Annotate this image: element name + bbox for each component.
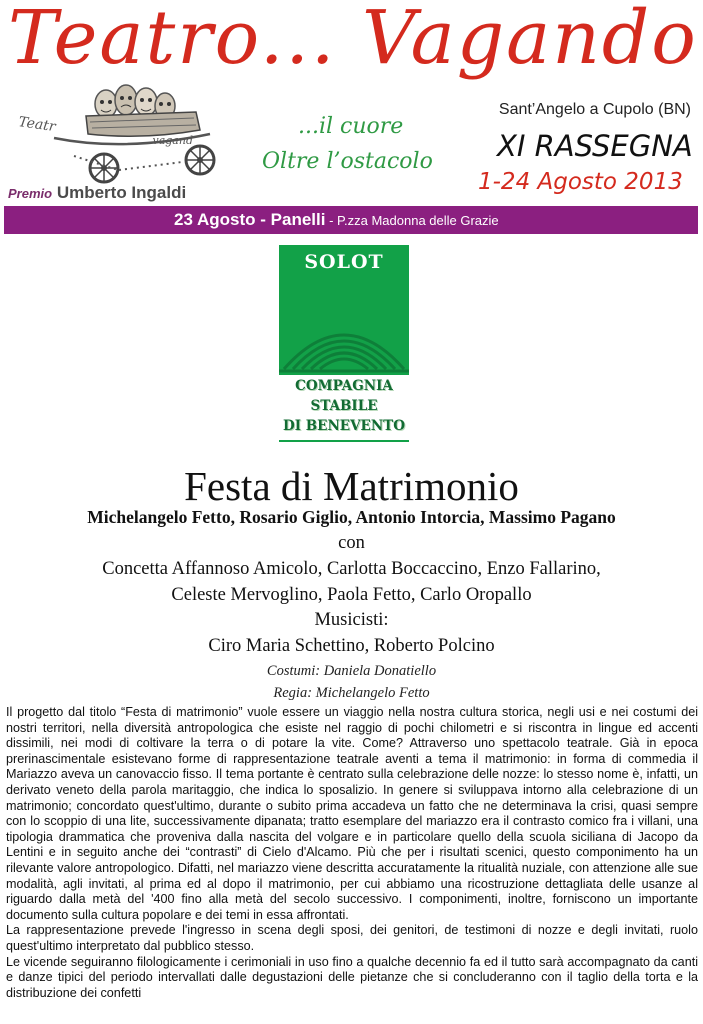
musicians-names: Ciro Maria Schettino, Roberto Polcino <box>208 636 495 656</box>
description-paragraph-2: La rappresentazione prevede l'ingresso in scena degli sposi, dei genitori, de testimoni di nozze e degli invitati, ruolo quest'ultimo interpretato dal pubblico stesso. <box>6 923 698 953</box>
cast-line1: Concetta Affannoso Amicolo, Carlotta Boccaccino, Enzo Fallarino, <box>102 559 601 579</box>
company-line3: DI BENEVENTO <box>283 418 405 434</box>
event-place: - P.zza Madonna delle Grazie <box>325 213 499 228</box>
company-divider <box>279 440 409 442</box>
cart-wheel-icon <box>90 146 214 182</box>
description-paragraph-3: Le vicende seguiranno filologicamente i cerimoniali in uso fino a qualche decennio fa ed il tutto sarà accompagnato da canti e danze tipici del periodo intervallati dalle degustazioni delle pietanze che si concluderanno con il taglio della torta e la distribuzione dei confetti <box>6 954 698 1000</box>
logo-text-right: ...vagand <box>142 134 193 147</box>
costumes-credit: Costumi: Daniela Donatiello <box>266 663 437 679</box>
direction-credit: Regia: Michelangelo Fetto <box>273 685 430 701</box>
description-text <box>6 705 698 1001</box>
show-authors: Michelangelo Fetto, Rosario Giglio, Antonio Intorcia, Massimo Pagano <box>87 507 616 527</box>
solot-name: SOLOT <box>304 251 384 273</box>
logo-text-left: Teatr <box>17 114 57 136</box>
festival-dates: 1-24 Agosto 2013 <box>478 169 683 195</box>
festival-location: Sant’Angelo a Cupolo (BN) <box>498 101 691 118</box>
premio-name: Umberto Ingaldi <box>56 183 187 202</box>
musicians-label: Musicisti: <box>314 610 389 630</box>
company-name <box>279 376 409 436</box>
event-date: 23 Agosto - Panelli <box>174 210 326 229</box>
show-title: Festa di Matrimonio <box>184 463 519 509</box>
company-line1: COMPAGNIA <box>295 378 393 394</box>
premio-prefix: Premio <box>8 186 53 201</box>
company-line2: STABILE <box>310 398 378 414</box>
premio-label <box>8 183 186 203</box>
solot-logo <box>279 245 409 375</box>
theatre-cart-logo <box>14 78 234 190</box>
event-date-bar <box>4 206 698 234</box>
cast-line2: Celeste Mervoglino, Paola Fetto, Carlo Oropallo <box>171 585 532 605</box>
slogan-line1: ...il cuore <box>298 114 404 139</box>
slogan-line2: Oltre l’ostacolo <box>262 149 433 174</box>
festival-title: Teatro... Vagando <box>8 0 698 81</box>
description-paragraph-1: Il progetto dal titolo “Festa di matrimonio” vuole essere un viaggio nella nostra cultura storica, negli usi e nei costumi dei nostri territori, nella diversità antropologica che esiste nel raggio di pochi chilometri e si riscontra in lingue ed accenti dissimili, nei modi di coltivare la terra o di potare la vite. Come? Attraverso uno spettacolo teatrale. Già in epoca prerinascimentale esistevano forme di rappresentazione teatrale aventi a tema il matrimonio: in forma di commedia il Mariazzo aveva un canovaccio fisso. Il tema portante è centrato sulla celebrazione delle nozze: lo stesso nome è, infatti, un derivato veneto della parola maritaggio, che indica lo sposalizio. In genere si sviluppava intorno alla celebrazione di un matrimonio; concordato quest'ultimo, durante o subito prima accadeva un fatto che ne determinava la crisi, quasi sempre con lo scoppio di una lite, successivamente dipanata; tratto esemplare del mariazzo era il contrasto comico fra i villani, una tipologia drammatica che proveniva dalla nascita del volgare e in particolare quello della scuola siciliana di Jacopo da Lentini e in seguito anche dei “contrasti” di Cielo d'Alcamo. Più che per i risultati scenici, questo componimento ha un rilevante valore antropologico. Difatti, nel mariazzo viene descritta accuratamente la ritualità nuziale, con attenzione alle sue modalità, agli invitati, al prima ed al dopo il matrimonio, per cui abbiamo una ricostruzione dettagliata delle usanze al riguardo dalla metà del '400 fino alla metà del secolo successivo. I componimenti, inoltre, forniscono un importante documento sulla cultura popolare e dei temi in essa affrontati. <box>6 705 698 922</box>
rassegna-edition: XI RASSEGNA <box>497 129 693 163</box>
stage-arcs-icon <box>279 245 409 375</box>
cast-con: con <box>338 533 365 553</box>
